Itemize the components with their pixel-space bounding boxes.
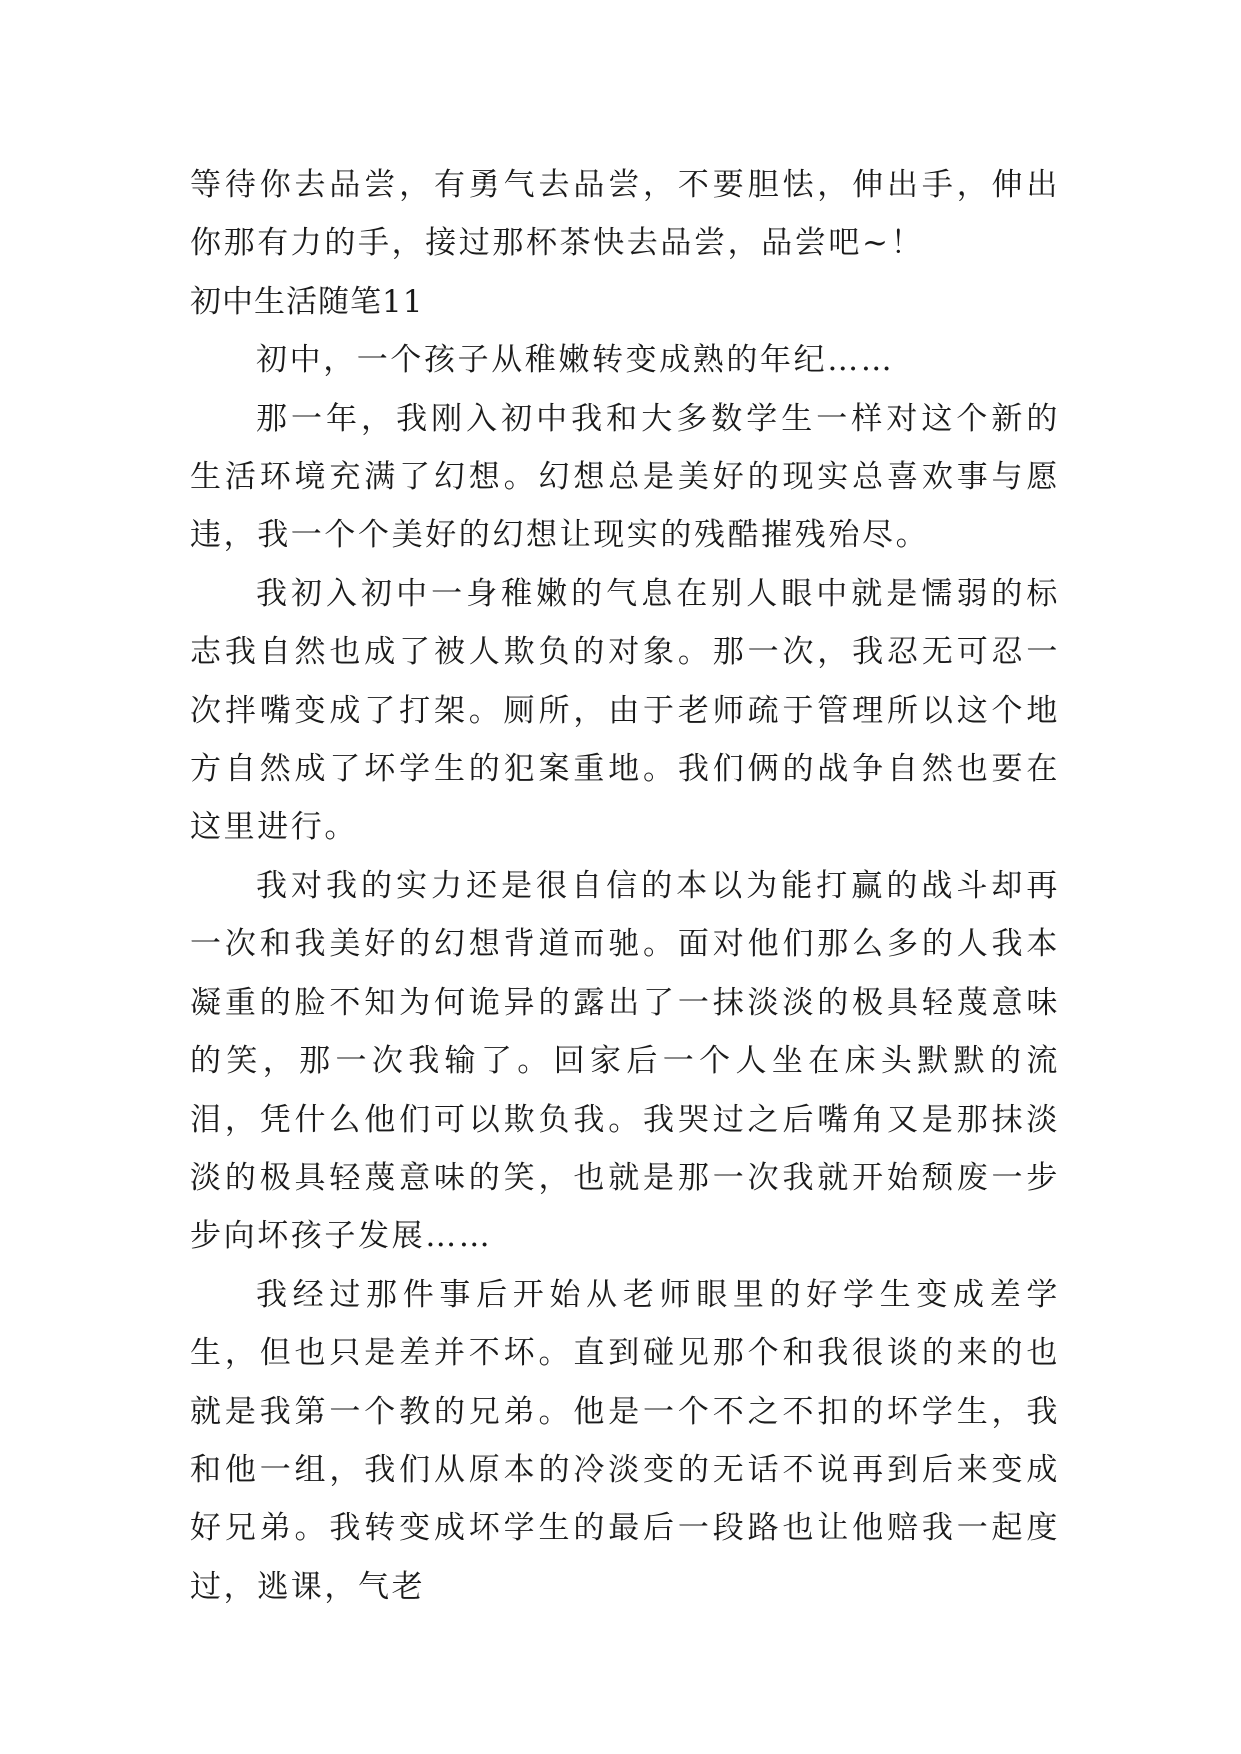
paragraph-5: 我经过那件事后开始从老师眼里的好学生变成差学生，但也只是差并不坏。直到碰见那个和我很谈的来的也就是我第一个教的兄弟。他是一个不之不扣的坏学生，我和他一组，我们从原本的冷淡变的无话不说再到后来变成好兄弟。我转变成坏学生的最后一段路也让他赔我一起度过，逃课，气老 bbox=[190, 1276, 1060, 1605]
section-title: 初中生活随笔11 bbox=[190, 283, 424, 320]
paragraph-2: 那一年，我刚入初中我和大多数学生一样对这个新的生活环境充满了幻想。幻想总是美好的现实总喜欢事与愿违，我一个个美好的幻想让现实的残酷摧残殆尽。 bbox=[190, 400, 1060, 554]
paragraph-4: 我对我的实力还是很自信的本以为能打赢的战斗却再一次和我美好的幻想背道而驰。面对他们那么多的人我本凝重的脸不知为何诡异的露出了一抹淡淡的极具轻蔑意味的笑，那一次我输了。回家后一个人坐在床头默默的流泪，凭什么他们可以欺负我。我哭过之后嘴角又是那抹淡淡的极具轻蔑意味的笑，也就是那一次我就开始颓废一步步向坏孩子发展…… bbox=[190, 867, 1060, 1255]
paragraph-3: 我初入初中一身稚嫩的气息在别人眼中就是懦弱的标志我自然也成了被人欺负的对象。那一次，我忍无可忍一次拌嘴变成了打架。厕所，由于老师疏于管理所以这个地方自然成了坏学生的犯案重地。我们俩的战争自然也要在这里进行。 bbox=[190, 575, 1060, 846]
document-body bbox=[190, 156, 1060, 1616]
paragraph-1: 初中，一个孩子从稚嫩转变成熟的年纪…… bbox=[256, 342, 895, 379]
intro-paragraph: 等待你去品尝，有勇气去品尝，不要胆怯，伸出手，伸出你那有力的手，接过那杯茶快去品尝，品尝吧~！ bbox=[190, 167, 1060, 262]
